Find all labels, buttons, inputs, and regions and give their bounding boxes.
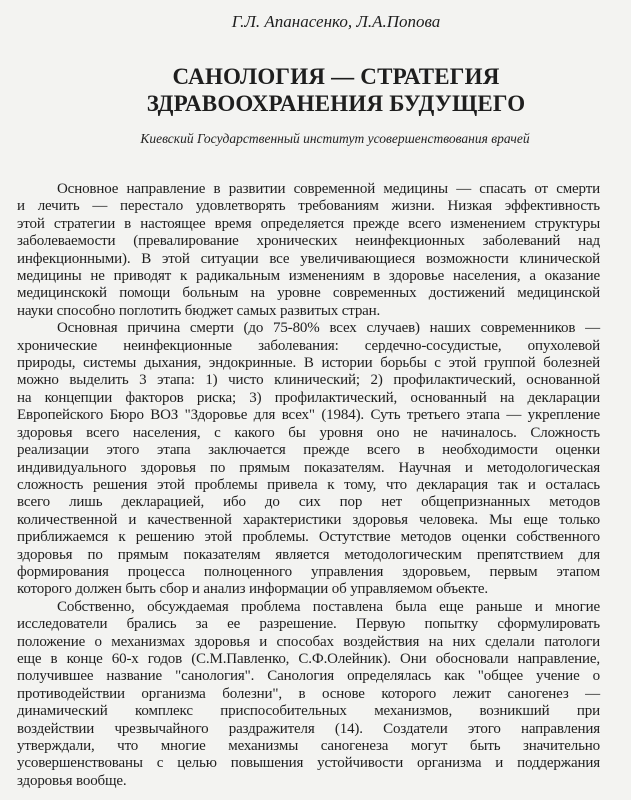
- text-line: формирования процесса полноценного управления здоровьем, первым этапом: [17, 563, 600, 580]
- text-line: приближаемся к решению этой проблемы. Остутствие методов оценки собственного: [17, 529, 600, 546]
- paragraph: [17, 181, 600, 320]
- text-line: Основное направление в развитии современной медицины — спасать от смерти: [57, 181, 600, 197]
- text-line: воздействии чрезвычайного раздражителя (14). Создатели этого направления: [17, 720, 600, 737]
- text-line: здоровья вообще.: [17, 772, 127, 789]
- text-line: медицинскокй помощи больным на уровне современных достижений медицинской: [17, 285, 600, 302]
- text-line: науки способно поглотить бюджет самых развитых стран.: [17, 302, 381, 319]
- text-line: утверждали, что многие механизмы саногенеза могут быть значительно: [17, 738, 600, 754]
- text-line: и лечить — перестало удовлетворять требованиям жизни. Низкая эффективность: [17, 198, 600, 215]
- text-line: Европейского Бюро ВОЗ "Здоровье для всех" (1984). Суть третьего этапа — укрепление: [17, 407, 600, 424]
- article-title-line: ЗДРАВООХРАНЕНИЯ БУДУЩЕГО: [146, 91, 526, 116]
- article-authors: Г.Л. Апанасенко, Л.А.Попова: [231, 12, 441, 31]
- text-line: положение о механизмах здоровья и способах воздействия на них сделали патологи: [17, 633, 600, 650]
- article-institution: Киевский Государственный институт усовершенствования врачей: [140, 131, 530, 146]
- text-line: сложность решения этой проблемы привела к тому, что декларация так и осталась: [17, 476, 600, 493]
- text-line: динамический комплекс приспособительных механизмов, возникший при: [17, 703, 600, 720]
- text-line: всего лишь декларацией, ибо до сих пор нет общепризнанных методов: [17, 494, 600, 511]
- text-line: природы, системы дыхания, эндокринные. В истории борьбы с этой группой болезней: [17, 355, 600, 372]
- article-body: [17, 181, 600, 790]
- text-line: здоровья всего населения, с какого бы уровня оно не начиналось. Сложность: [17, 424, 600, 441]
- text-line: инфекционными). В этой ситуации все увеличивающиеся возможности клинической: [17, 250, 600, 267]
- text-line: которого должен быть сбор и анализ информации об управляемом объекте.: [17, 581, 488, 598]
- text-line: на концепции факторов риска; 3) профилактический, основанный на декларации: [17, 389, 600, 406]
- text-line: получившее название "санология". Санология определялась как "общее учение о: [17, 668, 600, 685]
- text-line: медицины не приводят к радикальным изменениям в здоровье населения, а оказание: [17, 268, 600, 285]
- text-line: хронические неинфекционные заболевания: сердечно-сосудистые, опухолевой: [17, 337, 600, 354]
- article-title: [0, 63, 631, 117]
- text-line: Основная причина смерти (до 75-80% всех случаев) наших современников —: [57, 320, 600, 337]
- article-title-line: САНОЛОГИЯ — СТРАТЕГИЯ: [172, 64, 500, 89]
- text-line: усовершенствованы с целью повышения устойчивости организма и поддержания: [17, 755, 600, 772]
- text-line: этой стратегии в настоящее время определяется прежде всего изменением структуры: [17, 215, 600, 232]
- text-line: Собственно, обсуждаемая проблема поставлена была еще раньше и многие: [57, 598, 600, 615]
- text-line: можно выделить 3 этапа: 1) чисто клинический; 2) профилактический, основанной: [17, 372, 600, 389]
- text-line: противодействии организма болезни", в основе которого лежит саногенез —: [17, 685, 600, 702]
- text-line: еще в конце 60-х годов (С.М.Павленко, С.Ф.Олейник). Они обосновали направление,: [17, 650, 600, 667]
- paragraph: [17, 599, 600, 790]
- text-line: индивидуального здоровья по прямым показателям. Научная и методологическая: [17, 459, 600, 476]
- paragraph: [17, 320, 600, 599]
- text-line: реализации этого этапа заключается прежде всего в необходимости оценки: [17, 442, 600, 459]
- text-line: здоровья по прямым показателям является методологическим препятствием для: [17, 546, 600, 563]
- text-line: исследователи брались за ее разрешение. Первую попытку сформулировать: [17, 616, 600, 633]
- text-line: количественной и качественной характеристики здоровья человека. Мы еще только: [17, 511, 600, 528]
- text-line: заболеваемости (превалирование хронических неинфекционных заболеваний над: [17, 233, 600, 250]
